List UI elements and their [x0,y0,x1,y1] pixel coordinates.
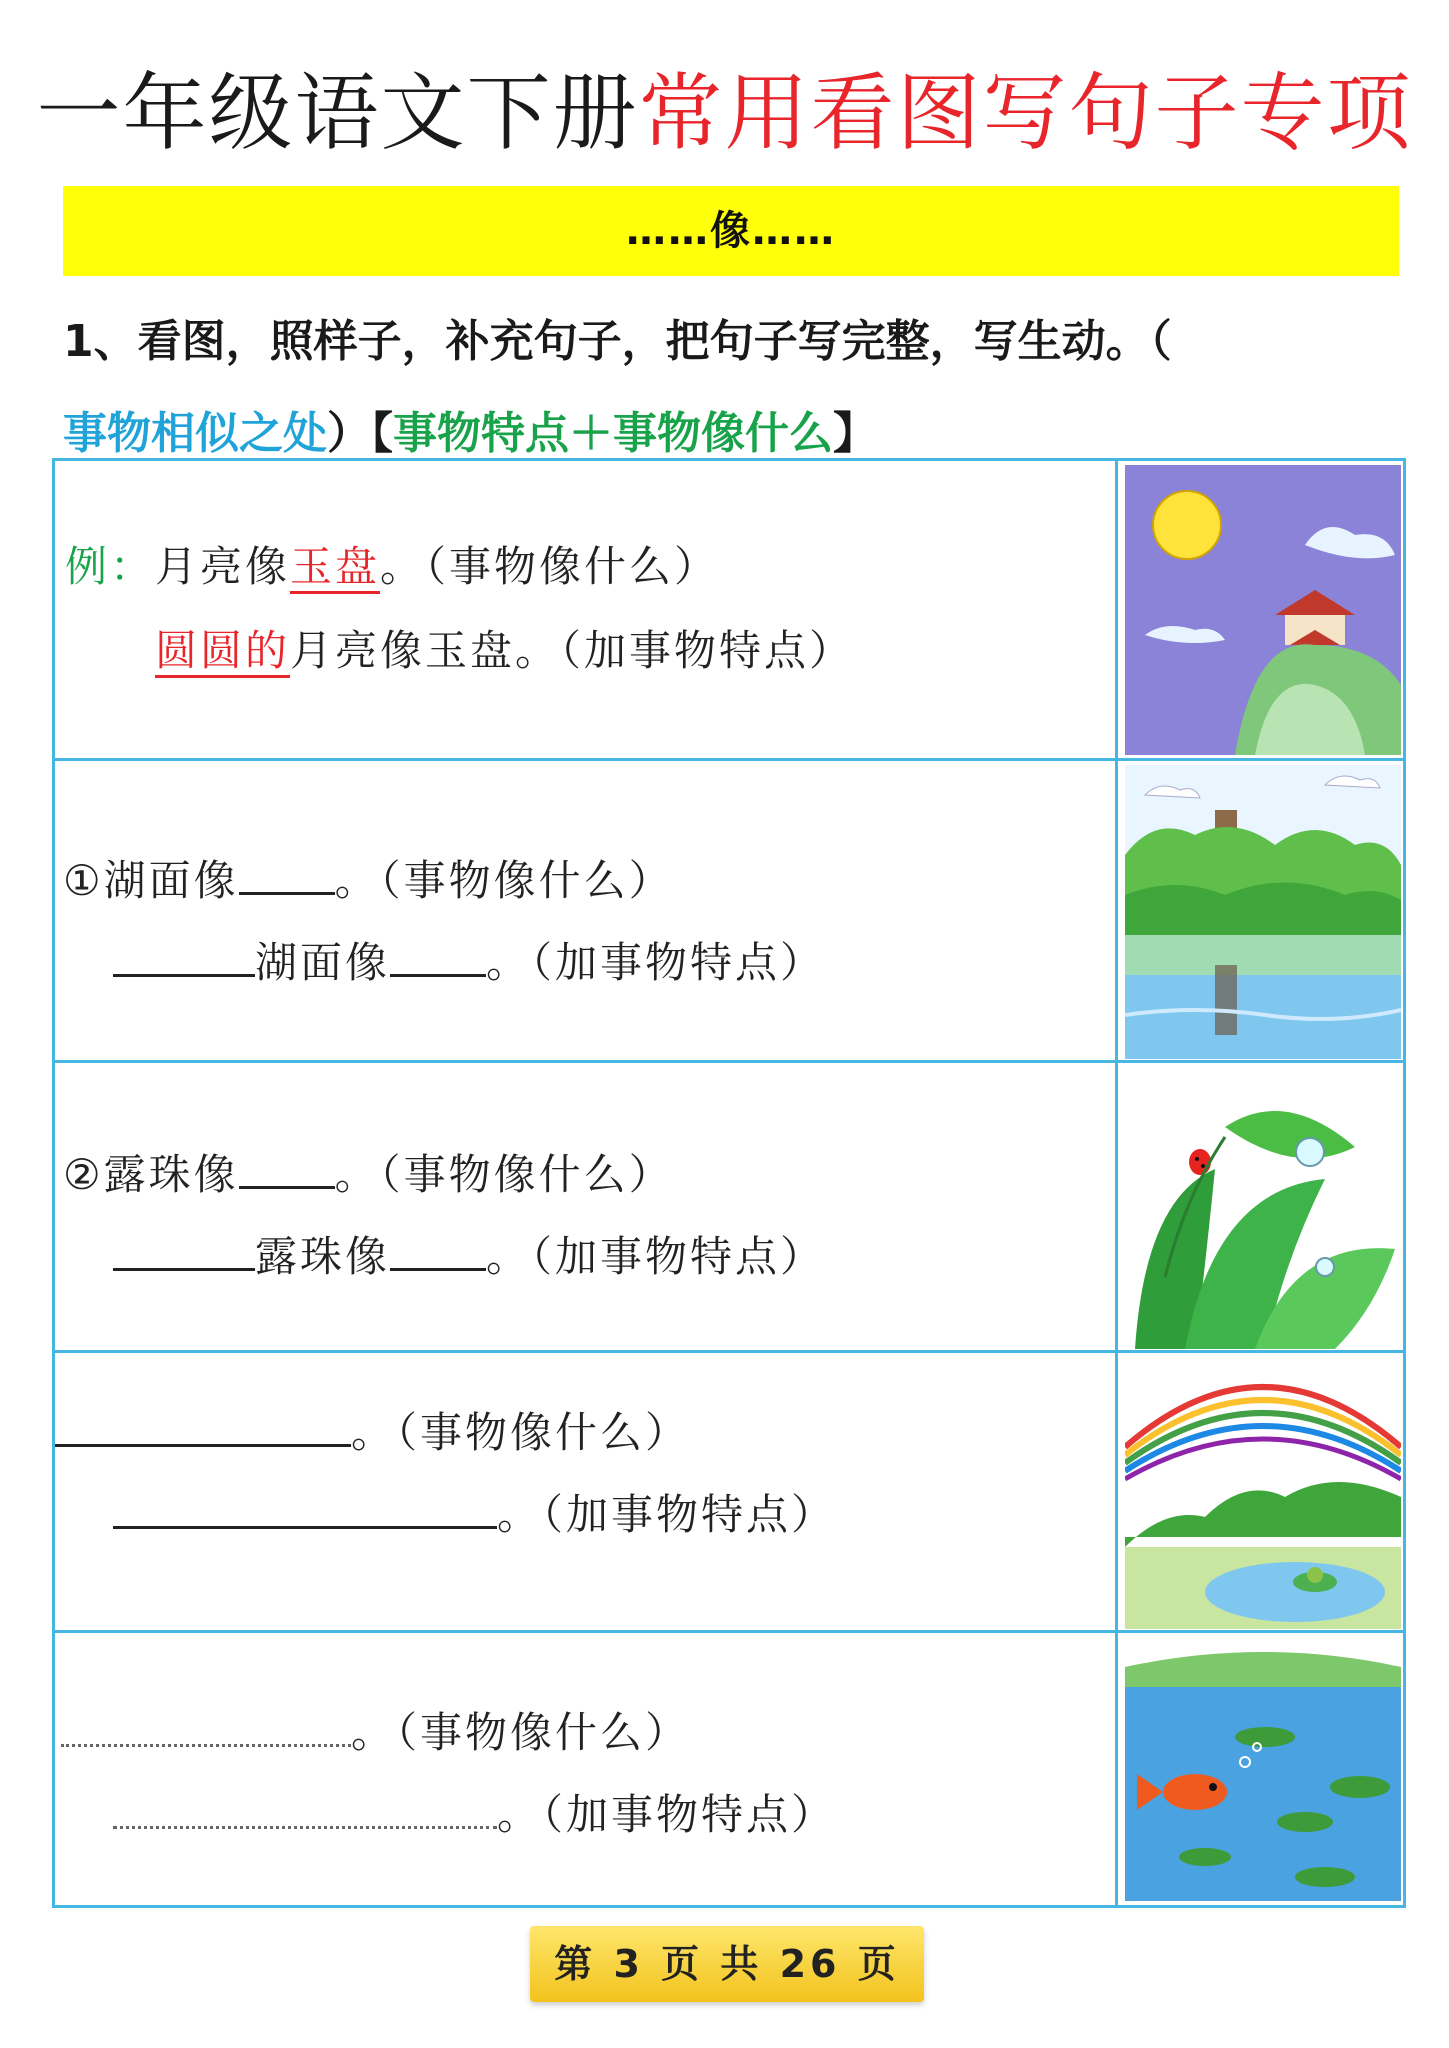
exercise-row-2 [55,1063,1403,1353]
exercise-3-text-cell [55,1353,1113,1630]
exercise-row-3 [55,1353,1403,1633]
moon-pavilion-image [1125,465,1401,755]
exercise-2-blank-c[interactable] [390,1228,486,1271]
exercise-2-line-1 [63,1145,674,1205]
exercise-4-blank-b[interactable] [113,1786,497,1829]
exercise-1-line-1 [63,851,674,911]
exercise-3-line-2 [113,1485,836,1545]
title-part-1: 一年级语文下册 [36,64,639,162]
exercise-4-line-1 [61,1703,690,1763]
page-number-badge: 第 3 页 共 26 页 [530,1926,924,2002]
example-line-1 [65,537,719,597]
example-answer: 玉盘 [290,542,380,594]
lake-pagoda-image [1125,765,1401,1059]
leaf-dewdrop-image [1125,1067,1401,1349]
exercise-1-text-cell [55,761,1113,1060]
example-feature: 圆圆的 [155,626,290,678]
instruction-bracket: ）【 [327,408,393,459]
exercise-1-blank-b[interactable] [113,934,255,977]
exercise-grid [52,458,1406,1908]
rainbow-pond-image [1125,1357,1401,1629]
exercise-2-hint-a: 。（事物像什么） [334,1150,674,1199]
exercise-4-text-cell [55,1633,1113,1905]
example-hint: 。（事物像什么） [380,542,720,591]
exercise-2-prefix: ②露珠像 [63,1150,239,1199]
exercise-4-line-2 [113,1785,836,1845]
instruction-formula: 事物特点＋事物像什么 [393,408,833,459]
exercise-1-blank-a[interactable] [239,852,335,895]
example-sentence: 月亮像玉盘。（加事物特点） [290,626,855,675]
exercise-2-blank-b[interactable] [113,1228,255,1271]
exercise-1-blank-c[interactable] [390,934,486,977]
exercise-3-blank-a[interactable] [55,1404,351,1447]
instruction-text: 1、看图，照样子，补充句子，把句子写完整，写生动。（ [63,316,1172,367]
exercise-3-line-1 [55,1403,690,1463]
example-line-2 [155,621,854,681]
exercise-1-subject: 湖面像 [255,938,391,987]
exercise-1-line-2 [113,933,825,993]
exercise-row-4 [55,1633,1403,1905]
exercise-2-text-cell [55,1063,1113,1350]
exercise-3-hint-a: 。（事物像什么） [351,1408,691,1457]
exercise-3-blank-b[interactable] [113,1486,497,1529]
example-row [55,461,1403,761]
section-banner: ……像…… [63,186,1399,276]
exercise-3-hint-b: 。（加事物特点） [497,1490,837,1539]
pond-goldfish-image [1125,1637,1401,1901]
instruction-bracket-end: 】 [833,408,877,459]
instruction [63,296,1403,480]
exercise-row-1 [55,761,1403,1063]
instruction-similarity-label: 事物相似之处 [63,408,327,459]
exercise-1-hint-a: 。（事物像什么） [334,856,674,905]
title-part-2: 常用看图写句子专项 [638,64,1413,162]
exercise-2-line-2 [113,1227,825,1287]
exercise-1-prefix: ①湖面像 [63,856,239,905]
example-text-cell [55,461,1113,758]
page-title [0,58,1449,168]
exercise-2-hint-b: 。（加事物特点） [486,1232,826,1281]
exercise-2-blank-a[interactable] [239,1146,335,1189]
example-label: 例： [65,542,156,591]
exercise-4-hint-a: 。（事物像什么） [351,1708,691,1757]
exercise-4-hint-b: 。（加事物特点） [497,1790,837,1839]
exercise-4-blank-a[interactable] [61,1704,351,1747]
exercise-2-subject: 露珠像 [255,1232,391,1281]
exercise-1-hint-b: 。（加事物特点） [486,938,826,987]
example-subject: 月亮像 [155,542,291,591]
